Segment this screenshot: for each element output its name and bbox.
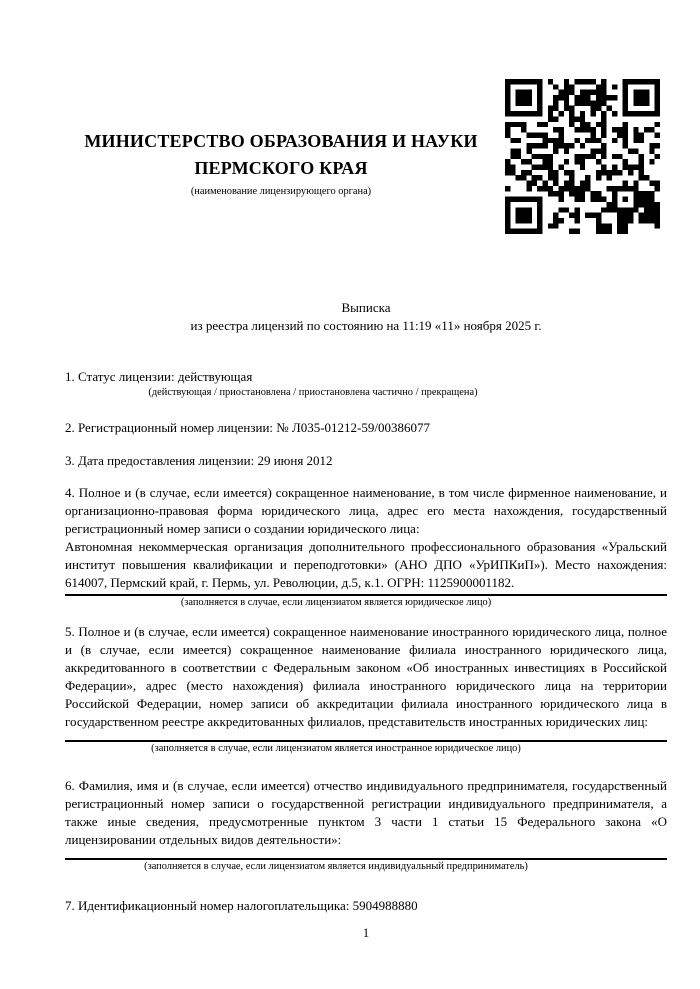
document-title [65,299,667,335]
license-status-text: 1. Статус лицензии: действующая [65,369,253,384]
foreign-entity-item [65,623,667,756]
license-date-text: 3. Дата предоставления лицензии: 29 июня 2012 [65,453,333,468]
ministry-name [65,128,497,182]
taxpayer-number-text: 7. Идентификационный номер налогоплательщика: 5904988880 [65,898,418,913]
entrepreneur-label: 6. Фамилия, имя и (в случае, если имеется) отчество индивидуального предпринимателя, государственный регистрационный номер записи о государственной регистрации индивидуального предпринимателя, а также иные сведения, предусмотренные пунктом 3 части 1 статьи 15 Федерального закона «О лицензировании отдельных видов деятельности»: [65,778,667,847]
license-status-caption: (действующая / приостановлена / приостановлена частично / прекращена) [148,387,478,398]
foreign-entity-caption: (заполняется в случае, если лицензиатом является иностранное юридическое лицо) [151,743,521,754]
entrepreneur-item [65,777,667,874]
ministry-caption: (наименование лицензирующего органа) [190,186,372,197]
license-date-item [65,452,667,470]
document-title-line2: из реестра лицензий по состоянию на 11:19 «11» ноября 2025 г. [190,318,542,333]
entrepreneur-caption: (заполняется в случае, если лицензиатом является индивидуальный предприниматель) [144,861,528,872]
page-number: 1 [362,926,370,940]
ministry-name-line2: ПЕРМСКОГО КРАЯ [194,158,368,178]
document-body [65,299,667,915]
ministry-header [65,128,497,199]
qr-code [505,79,660,234]
qr-code-image [505,79,660,234]
document-title-line1: Выписка [341,300,391,315]
legal-entity-item [65,484,667,610]
license-status-item [65,368,667,400]
legal-entity-value: Автономная некоммерческая организация дополнительного профессионального образования «Уральский институт повышения квалификации и переподготовки» (АНО ДПО «УрИПКиП»). Место нахождения: 614007, Пермский край, г. Пермь, ул. Революции, д.5, к.1. ОГРН: 1125900001182. [65,539,667,590]
taxpayer-number-item [65,897,667,915]
legal-entity-caption: (заполняется в случае, если лицензиатом является юридическое лицо) [180,597,492,608]
ministry-name-line1: МИНИСТЕРСТВО ОБРАЗОВАНИЯ И НАУКИ [84,131,478,151]
foreign-entity-label: 5. Полное и (в случае, если имеется) сокращенное наименование иностранного юридического лица, полное и (в случае, если имеется) сокращенное наименование филиала иностранного юридического лица, аккредитованного в соответствии с Федеральным законом «Об иностранных инвестициях в Российской Федерации», адрес (место нахождения) филиала иностранного юридического лица на территории Российской Федерации, номер записи об аккредитации филиала иностранного юридического лица в государственном реестре аккредитованных филиалов, представительств иностранных юридических лиц: [65,624,667,729]
legal-entity-label: 4. Полное и (в случае, если имеется) сокращенное наименование, в том числе фирменное наименование, и организационно-правовая форма юридического лица, адрес его места нахождения, государственный регистрационный номер записи о создании юридического лица: [65,485,667,536]
registration-number-text: 2. Регистрационный номер лицензии: № Л035-01212-59/00386077 [65,420,431,435]
registration-number-item [65,419,667,437]
